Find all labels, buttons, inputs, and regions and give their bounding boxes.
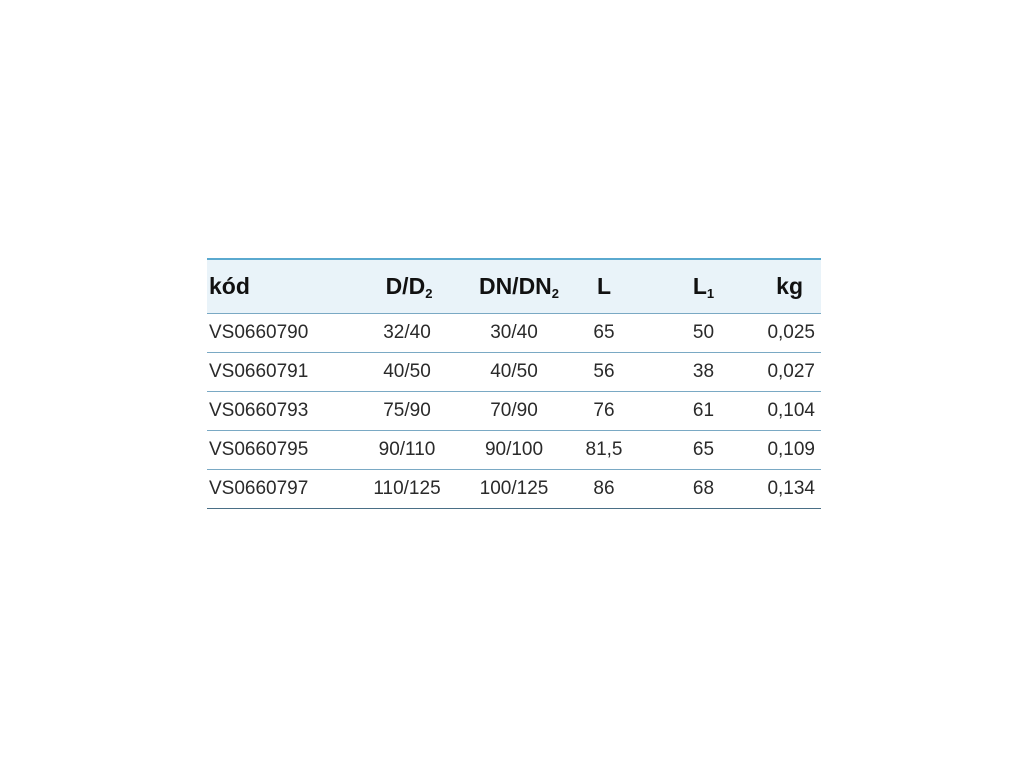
cell-kg: 0,027 — [752, 353, 821, 392]
header-dn: $DN/DN_2$ — [449, 260, 579, 314]
header-l: L — [579, 260, 647, 314]
product-table — [207, 260, 821, 509]
cell-code: VS0660795 — [207, 431, 357, 470]
table-row — [207, 314, 821, 353]
header-d: $D/D_2$ — [357, 260, 449, 314]
table-row — [207, 353, 821, 392]
cell-kg: 0,104 — [752, 392, 821, 431]
cell-l: 65 — [579, 314, 647, 353]
table-header — [207, 260, 821, 314]
cell-code: VS0660791 — [207, 353, 357, 392]
cell-l1: 68 — [647, 470, 752, 509]
header-row — [207, 260, 821, 314]
cell-code: VS0660793 — [207, 392, 357, 431]
cell-l1: 61 — [647, 392, 752, 431]
cell-d: 75/90 — [357, 392, 449, 431]
table-body — [207, 314, 821, 509]
cell-dn: 40/50 — [449, 353, 579, 392]
product-table-wrapper — [207, 258, 821, 509]
cell-code: VS0660797 — [207, 470, 357, 509]
cell-l: 81,5 — [579, 431, 647, 470]
table-row — [207, 431, 821, 470]
cell-l1: 50 — [647, 314, 752, 353]
cell-dn: 90/100 — [449, 431, 579, 470]
cell-d: 32/40 — [357, 314, 449, 353]
header-kg: kg — [752, 260, 821, 314]
table-row — [207, 470, 821, 509]
cell-dn: 30/40 — [449, 314, 579, 353]
cell-l1: 65 — [647, 431, 752, 470]
cell-d: 90/110 — [357, 431, 449, 470]
header-l1: $L_1$ — [647, 260, 752, 314]
cell-code: VS0660790 — [207, 314, 357, 353]
cell-dn: 100/125 — [449, 470, 579, 509]
table-row — [207, 392, 821, 431]
cell-l: 86 — [579, 470, 647, 509]
cell-kg: 0,109 — [752, 431, 821, 470]
header-code: kód — [207, 260, 357, 314]
cell-l: 76 — [579, 392, 647, 431]
cell-d: 40/50 — [357, 353, 449, 392]
cell-l1: 38 — [647, 353, 752, 392]
cell-dn: 70/90 — [449, 392, 579, 431]
cell-d: 110/125 — [357, 470, 449, 509]
cell-kg: 0,025 — [752, 314, 821, 353]
cell-l: 56 — [579, 353, 647, 392]
cell-kg: 0,134 — [752, 470, 821, 509]
